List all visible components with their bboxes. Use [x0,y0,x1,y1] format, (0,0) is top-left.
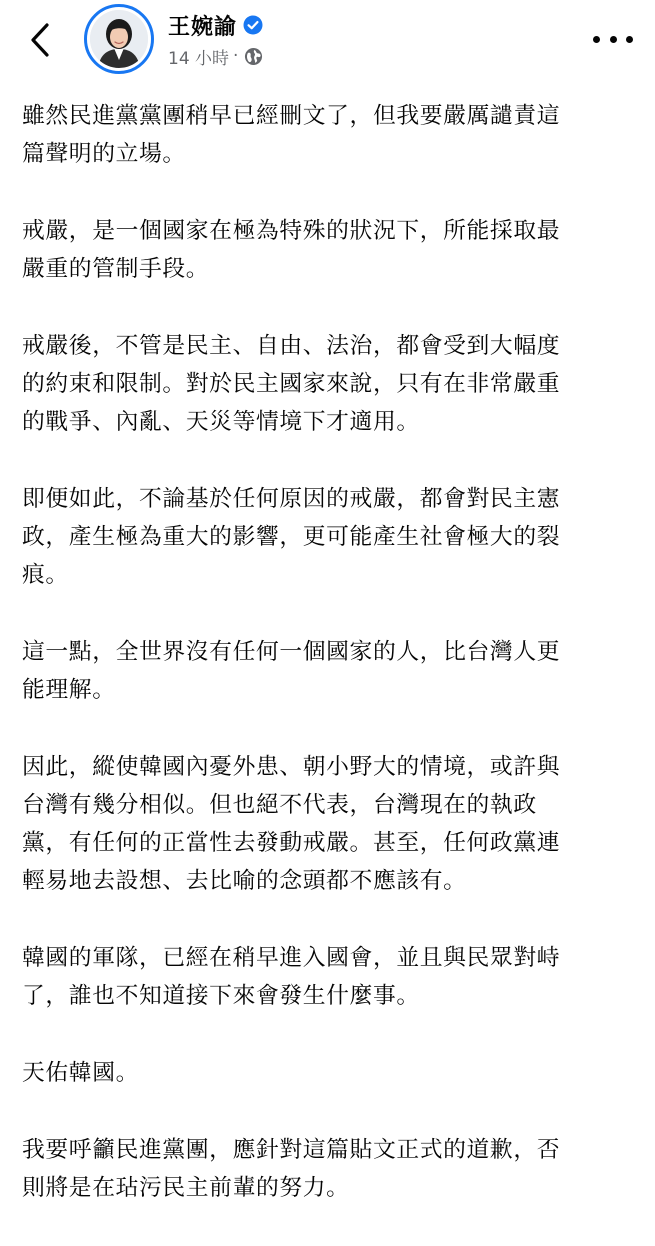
post-header [0,0,655,84]
more-dot-icon [593,36,600,43]
post-paragraph: 天佑韓國。 [22,1060,139,1086]
verified-badge-icon [243,15,263,35]
meta-separator: · [233,46,239,66]
author-row [168,10,263,40]
chevron-left-icon [29,22,51,58]
post-paragraph: 雖然民進黨黨團稍早已經刪文了，但我要嚴厲譴責這 篇聲明的立場。 [22,103,561,167]
post-paragraph: 戒嚴，是一個國家在極為特殊的狀況下，所能採取最 嚴重的管制手段。 [22,218,561,282]
avatar-photo [90,10,148,68]
post-paragraph: 戒嚴後，不管是民主、自由、法治，都會受到大幅度 的約束和限制。對於民主國家來說，只有在非常嚴重 的戰爭、內亂、天災等情境下才適用。 [22,333,561,435]
globe-icon[interactable] [244,47,263,66]
post-paragraph: 因此，縱使韓國內憂外患、朝小野大的情境，或許與 台灣有幾分相似。但也絕不代表，台灣現在的執政 黨，有任何的正當性去發動戒嚴。甚至，任何政黨連 輕易地去設想、去比喻的念頭都不應該有。 [22,754,561,894]
more-options-button[interactable] [593,24,633,54]
post-meta [168,44,263,68]
post-paragraph: 韓國的軍隊，已經在稍早進入國會，並且與民眾對峙 了，誰也不知道接下來會發生什麼事。 [22,945,561,1009]
back-button[interactable] [22,20,58,60]
avatar[interactable] [84,4,154,74]
post-paragraph: 我要呼籲民進黨團，應針對這篇貼文正式的道歉，否 則將是在玷污民主前輩的努力。 [22,1137,561,1201]
more-dot-icon [610,36,617,43]
post-paragraph: 這一點，全世界沒有任何一個國家的人，比台灣人更 能理解。 [22,639,561,703]
post-paragraph: 即便如此，不論基於任何原因的戒嚴，都會對民主憲 政，產生極為重大的影響，更可能產生社會極大的裂 痕。 [22,486,561,588]
more-dot-icon [626,36,633,43]
post-timestamp[interactable]: 14 小時 [168,48,230,69]
author-name[interactable]: 王婉諭 [168,14,238,40]
post-body [22,97,637,1246]
